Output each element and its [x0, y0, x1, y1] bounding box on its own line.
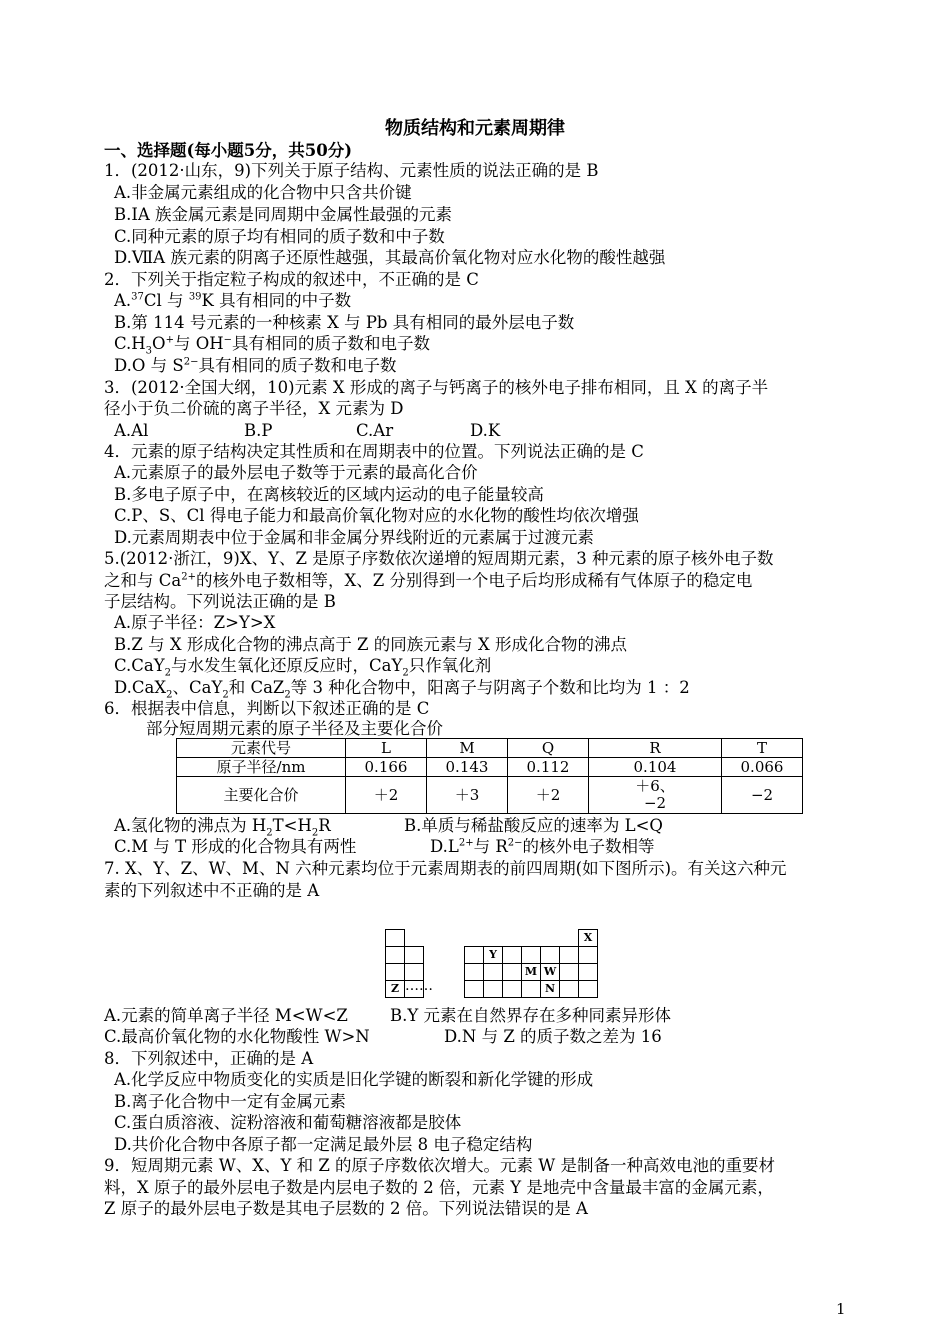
table-cell: 0.166 — [346, 758, 427, 777]
q5-option-b: B.Z 与 X 形成化合物的沸点高于 Z 的同族元素与 X 形成化合物的沸点 — [114, 635, 628, 654]
table-cell — [589, 777, 722, 814]
valence-line-2: −2 — [643, 794, 667, 812]
table-cell: ＋3 — [427, 777, 508, 814]
q5-stem-line1: 5.(2012·浙江，9)X、Y、Z 是原子序数依次递增的短周期元素，3 种元素的原子核外电子数 — [104, 549, 774, 568]
pt-cell — [484, 964, 503, 981]
q3-option-a: A.Al — [114, 421, 149, 440]
table-gap-dots: …… — [405, 978, 433, 994]
q5-option-a: A.原子半径：Z>Y>X — [114, 613, 276, 632]
table-cell: ＋2 — [508, 777, 589, 814]
pt-cell — [522, 947, 541, 964]
q3-option-d: D.K — [470, 421, 501, 440]
q1-option-c: C.同种元素的原子均有相同的质子数和中子数 — [114, 227, 445, 246]
pt-cell — [579, 981, 598, 998]
table-row — [177, 777, 803, 814]
table-cell: M — [427, 739, 508, 758]
table-cell: 原子半径/nm — [177, 758, 346, 777]
q7-option-d: D.N 与 Z 的质子数之差为 16 — [444, 1027, 662, 1046]
valence-line-1: ＋6、 — [635, 777, 675, 795]
pt-cell — [503, 981, 522, 998]
document-title: 物质结构和元素周期律 — [385, 118, 565, 139]
pt-cell — [579, 947, 598, 964]
q8-option-d: D.共价化合物中各原子都一定满足最外层 8 电子稳定结构 — [114, 1135, 533, 1154]
table-cell: 0.112 — [508, 758, 589, 777]
pt-cell-m: M — [522, 964, 541, 981]
q3-stem-line2: 径小于负二价硫的离子半径，X 元素为 D — [104, 399, 404, 418]
pt-cell — [560, 981, 579, 998]
q3-stem-line1: 3．(2012·全国大纲，10)元素 X 形成的离子与钙离子的核外电子排布相同，且 X 的离子半 — [104, 378, 769, 397]
q2-option-a: A.$^{37}$Cl 与 $^{39}$K 具有相同的中子数 — [114, 291, 352, 310]
pt-cell — [386, 947, 405, 964]
q4-stem: 4．元素的原子结构决定其性质和在周期表中的位置。下列说法正确的是 C — [104, 442, 644, 461]
q6-option-a: A.氢化物的沸点为 $H_2T<H_2R$ — [114, 816, 331, 839]
pt-cell — [560, 964, 579, 981]
q4-option-c: C.P、S、Cl 得电子能力和最高价氧化物对应的水化物的酸性均依次增强 — [114, 506, 639, 525]
q8-option-a: A.化学反应中物质变化的实质是旧化学键的断裂和新化学键的形成 — [114, 1070, 594, 1089]
q1-option-b: B.ⅠA 族金属元素是同周期中金属性最强的元素 — [114, 205, 453, 224]
q5-stem-line2: 之和与 $Ca^{2+}$的核外电子数相等，X、Z 分别得到一个电子后均形成稀有气体原子的稳定电 — [104, 571, 753, 590]
table-row — [177, 739, 803, 758]
pt-cell — [503, 964, 522, 981]
q4-option-b: B.多电子原子中，在离核较近的区域内运动的电子能量较高 — [114, 485, 544, 504]
table-cell: ＋2 — [346, 777, 427, 814]
q7-option-a: A.元素的简单离子半径 M<W<Z — [104, 1006, 348, 1025]
q6-option-c: C.M 与 T 形成的化合物具有两性 — [114, 837, 357, 856]
table-cell: Q — [508, 739, 589, 758]
q2-option-d: D.O 与 $S^{2-}$具有相同的质子数和电子数 — [114, 356, 397, 375]
q6-stem: 6．根据表中信息，判断以下叙述正确的是 C — [104, 699, 430, 718]
pt-cell — [386, 930, 405, 947]
q5-option-d: D.CaX$_2$、CaY$_2$和 CaZ$_2$等 3 种化合物中，阳离子与阴离子个数和比均为 1 ：2 — [114, 678, 690, 701]
q6-table-caption: 部分短周期元素的原子半径及主要化合价 — [146, 719, 443, 738]
pt-cell-z: Z — [386, 981, 405, 998]
pt-cell — [386, 964, 405, 981]
q7-stem-line2: 素的下列叙述中不正确的是 A — [104, 881, 320, 900]
q1-stem: 1．(2012·山东，9)下列关于原子结构、元素性质的说法正确的是 B — [104, 161, 599, 180]
table-cell: 0.066 — [722, 758, 803, 777]
pt-cell — [522, 981, 541, 998]
pt-cell — [579, 964, 598, 981]
table-cell: 主要化合价 — [177, 777, 346, 814]
q2-option-b: B.第 114 号元素的一种核素 X 与 Pb 具有相同的最外层电子数 — [114, 313, 575, 332]
q2-stem: 2．下列关于指定粒子构成的叙述中，不正确的是 C — [104, 270, 479, 289]
table-cell: −2 — [722, 777, 803, 814]
q4-option-a: A.元素原子的最外层电子数等于元素的最高化合价 — [114, 463, 478, 482]
pt-cell — [465, 947, 484, 964]
table-cell: 0.143 — [427, 758, 508, 777]
table-cell: 0.104 — [589, 758, 722, 777]
pt-cell — [484, 981, 503, 998]
pt-cell — [541, 947, 560, 964]
table-cell: T — [722, 739, 803, 758]
q2-option-c: $C.H_3O^+$与 OH−具有相同的质子数和电子数 — [114, 334, 431, 357]
q8-option-c: C.蛋白质溶液、淀粉溶液和葡萄糖溶液都是胶体 — [114, 1113, 462, 1132]
pt-cell — [465, 964, 484, 981]
q5-stem-line3: 子层结构。下列说法正确的是 B — [104, 592, 336, 611]
q8-option-b: B.离子化合物中一定有金属元素 — [114, 1092, 346, 1111]
pt-cell — [465, 981, 484, 998]
q1-option-a: A.非金属元素组成的化合物中只含共价键 — [114, 183, 412, 202]
q7-option-c: C.最高价氧化物的水化物酸性 W>N — [104, 1027, 370, 1046]
pt-cell-y: Y — [484, 947, 503, 964]
q3-option-b: B.P — [244, 421, 273, 440]
q3-option-c: C.Ar — [356, 421, 394, 440]
q1-option-d: D.ⅦA 族元素的阴离子还原性越强，其最高价氧化物对应水化物的酸性越强 — [114, 248, 666, 267]
element-data-table — [176, 738, 803, 814]
q8-stem: 8．下列叙述中，正确的是 A — [104, 1049, 314, 1068]
q9-stem-line2: 料，X 原子的最外层电子数是内层电子数的 2 倍，元素 Y 是地壳中含量最丰富的金属元素， — [104, 1178, 774, 1197]
table-cell: L — [346, 739, 427, 758]
q4-option-d: D.元素周期表中位于金属和非金属分界线附近的元素属于过渡元素 — [114, 528, 594, 547]
pt-cell-w: W — [541, 964, 560, 981]
q6-option-b: B.单质与稀盐酸反应的速率为 L<Q — [404, 816, 663, 835]
pt-cell — [560, 947, 579, 964]
q7-stem-line1: 7. X、Y、Z、W、M、N 六种元素均位于元素周期表的前四周期(如下图所示)。有关这六种元 — [104, 859, 787, 878]
q9-stem-line3: Z 原子的最外层电子数是其电子层数的 2 倍。下列说法错误的是 A — [104, 1199, 588, 1218]
q5-option-c: C.CaY$_2$与水发生氧化还原反应时，CaY$_2$只作氧化剂 — [114, 656, 492, 679]
page-number: 1 — [836, 1300, 846, 1318]
q6-option-d: $D.L^{2+}$与 $R^{2-}$的核外电子数相等 — [430, 837, 655, 856]
table-cell: R — [589, 739, 722, 758]
section-heading: 一、选择题(每小题5分，共50分) — [104, 141, 353, 160]
periodic-table-right-block — [464, 929, 598, 998]
table-cell: 元素代号 — [177, 739, 346, 758]
pt-cell-n: N — [541, 981, 560, 998]
q7-option-b: B.Y 元素在自然界存在多种同素异形体 — [390, 1006, 672, 1025]
pt-cell-x: X — [579, 930, 598, 947]
pt-cell — [405, 947, 424, 964]
pt-cell — [503, 947, 522, 964]
q9-stem-line1: 9．短周期元素 W、X、Y 和 Z 的原子序数依次增大。元素 W 是制备一种高效电池的重要材 — [104, 1156, 775, 1175]
table-row — [177, 758, 803, 777]
